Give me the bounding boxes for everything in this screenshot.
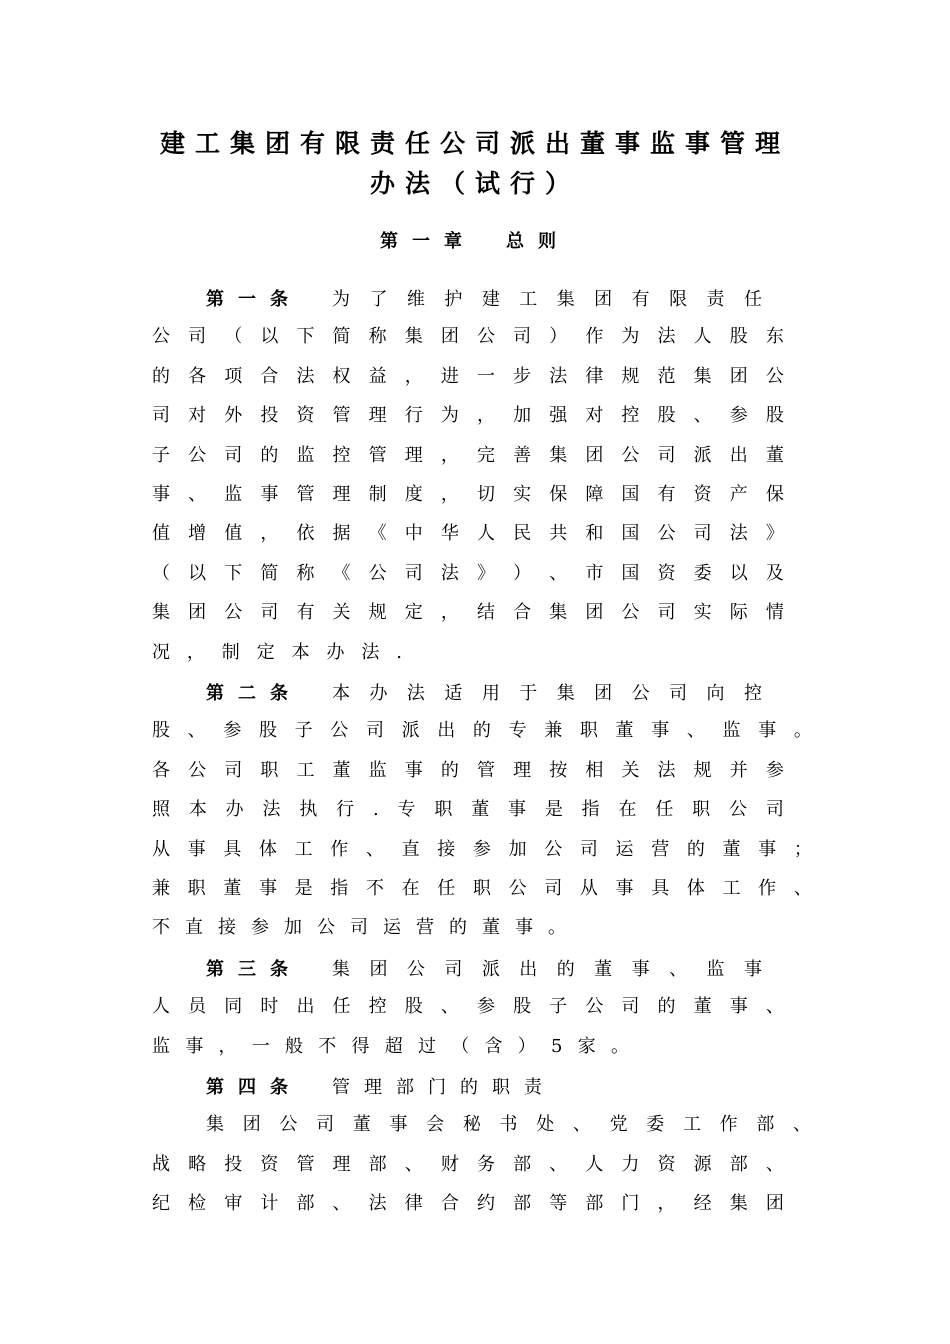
article-label: 第一条: [206, 289, 302, 310]
body-line: 股 、 参 股 子 公 司 派 出 的 专 兼 职 董 事 、 监 事 。: [152, 720, 812, 742]
document-title-line1: 建工集团有限责任公司派出董事监事管理: [159, 129, 790, 158]
body-line: 集 团 公 司 有 关 规 定 ， 结 合 集 团 公 司 实 际 情: [152, 602, 784, 624]
body-line: 战 略 投 资 管 理 部 、 财 务 部 、 人 力 资 源 部 、: [152, 1153, 784, 1175]
body-line: 纪 检 审 计 部 、 法 律 合 约 部 等 部 门 ， 经 集 团: [152, 1193, 784, 1215]
body-line: 监 事 ， 一 般 不 得 超 过 （ 含 ） 5 家 。: [152, 1035, 629, 1057]
body-line: 值 增 值 ， 依 据 《 中 华 人 民 共 和 国 公 司 法 》: [152, 523, 784, 545]
body-line: 各 公 司 职 工 董 监 事 的 管 理 按 相 关 法 规 并 参: [152, 759, 784, 781]
article-a4-first-line: [206, 1071, 542, 1101]
body-line: 的 各 项 合 法 权 益 ， 进 一 步 法 律 规 范 集 团 公: [152, 365, 784, 387]
article-a1-first-line: [206, 283, 762, 313]
body-line: 人 员 同 时 出 任 控 股 、 参 股 子 公 司 的 董 事 、: [152, 996, 784, 1018]
chapter-name: 总则: [506, 231, 570, 252]
chapter-heading: [0, 227, 950, 253]
body-line: 不 直 接 参 加 公 司 运 营 的 董 事 。: [152, 917, 566, 939]
article-label: 第二条: [206, 683, 302, 704]
body-line: 从 事 具 体 工 作 、 直 接 参 加 公 司 运 营 的 董 事 ；: [152, 838, 812, 860]
article-label: 第四条: [206, 1077, 302, 1098]
body-line: 司 对 外 投 资 管 理 行 为 ， 加 强 对 控 股 、 参 股: [152, 405, 784, 427]
body-line: （ 以 下 简 称 《 公 司 法 》 ） 、 市 国 资 委 以 及: [152, 562, 784, 584]
article-first-text: 集 团 公 司 派 出 的 董 事 、 监 事: [332, 958, 762, 980]
article-a3-first-line: [206, 953, 762, 983]
document-title-line2: 办法（试行）: [369, 169, 580, 198]
body-line: 况 ， 制 定 本 办 法 .: [152, 641, 402, 663]
article-first-text: 本 办 法 适 用 于 集 团 公 司 向 控: [332, 683, 762, 704]
body-line: 事 、 监 事 管 理 制 度 ， 切 实 保 障 国 有 资 产 保: [152, 484, 784, 505]
article-first-text: 为 了 维 护 建 工 集 团 有 限 责 任: [332, 289, 762, 310]
body-line: 公 司 （ 以 下 简 称 集 团 公 司 ） 作 为 法 人 股 东: [152, 326, 784, 348]
article-first-text: 管 理 部 门 的 职 责: [332, 1077, 542, 1098]
article-label: 第三条: [206, 958, 302, 980]
body-line: 兼 职 董 事 是 指 不 在 任 职 公 司 从 事 具 体 工 作 、: [152, 878, 812, 899]
body-line: 照 本 办 法 执 行 . 专 职 董 事 是 指 在 任 职 公 司: [152, 799, 784, 821]
article-a2-first-line: [206, 677, 762, 707]
chapter-number: 第一章: [380, 231, 476, 252]
body-line: 子 公 司 的 监 控 管 理 ， 完 善 集 团 公 司 派 出 董: [152, 444, 784, 466]
body-line: 集 团 公 司 董 事 会 秘 书 处 、 党 委 工 作 部 、: [206, 1114, 811, 1136]
